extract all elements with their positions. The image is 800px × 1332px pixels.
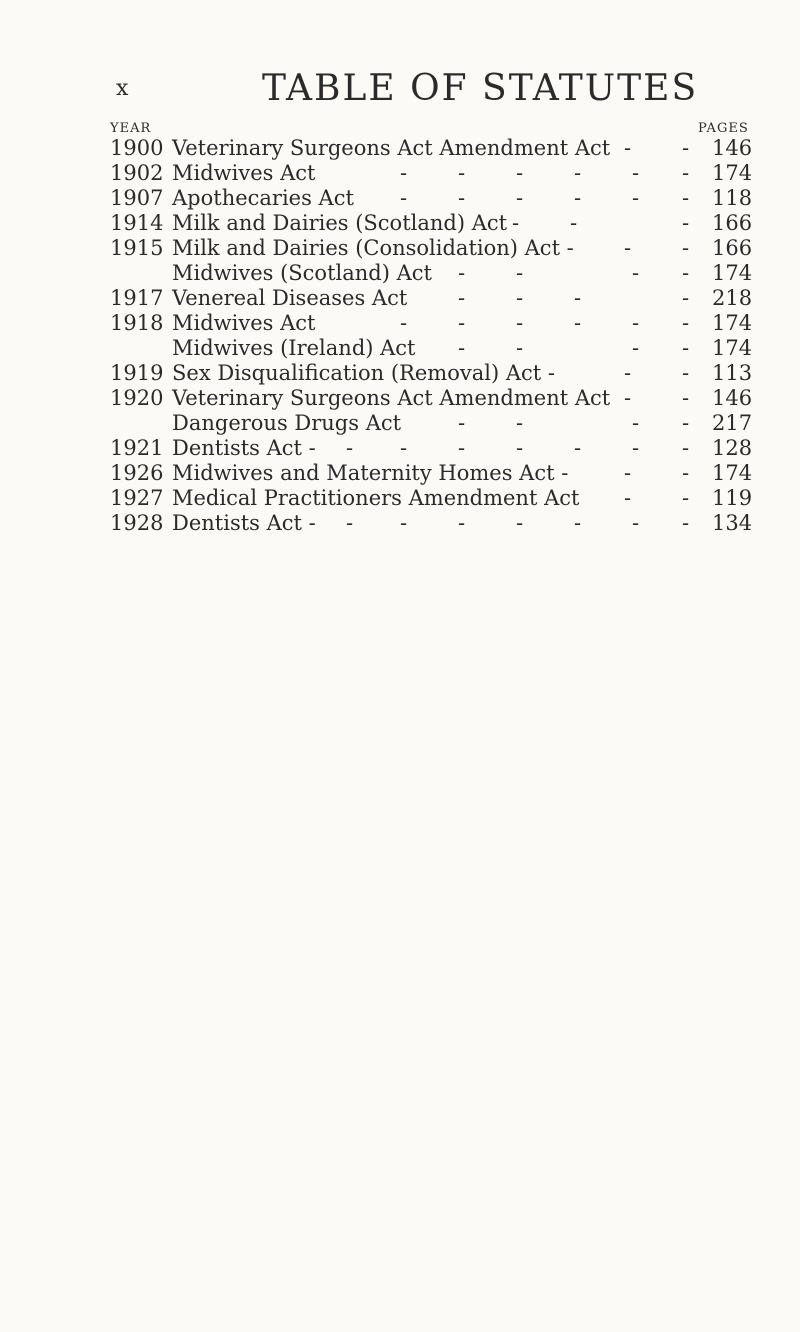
leader-dash: -	[624, 236, 632, 260]
leader-dash: -	[574, 286, 582, 310]
leader-dash: -	[458, 511, 466, 535]
statute-page: 134	[712, 511, 753, 535]
statute-row	[0, 386, 800, 411]
leader-dash: -	[682, 386, 690, 410]
statute-name: Milk and Dairies (Consolidation) Act -	[172, 236, 574, 260]
page-title: TABLE OF STATUTES	[262, 68, 699, 109]
statute-name: Midwives Act	[172, 311, 316, 335]
statute-row	[0, 311, 800, 336]
statute-row	[0, 236, 800, 261]
statute-page: 166	[712, 211, 753, 235]
statute-page: 146	[712, 136, 753, 160]
page-header	[0, 68, 800, 108]
statute-name: Midwives (Ireland) Act	[172, 336, 416, 360]
statute-name: Veterinary Surgeons Act Amendment Act	[172, 386, 611, 410]
statute-year: 1917	[110, 286, 164, 310]
leader-dash: -	[400, 311, 408, 335]
page-number: x	[116, 76, 130, 101]
leader-dash: -	[574, 186, 582, 210]
leader-dash: -	[516, 336, 524, 360]
statute-name: Dangerous Drugs Act	[172, 411, 402, 435]
leader-dash: -	[624, 386, 632, 410]
leader-dash: -	[574, 161, 582, 185]
statute-row	[0, 261, 800, 286]
statute-year: 1921	[110, 436, 164, 460]
leader-dash: -	[516, 411, 524, 435]
statute-page: 174	[712, 261, 753, 285]
statute-page: 174	[712, 461, 753, 485]
leader-dash: -	[458, 311, 466, 335]
leader-dash: -	[574, 311, 582, 335]
leader-dash: -	[682, 511, 690, 535]
leader-dash: -	[574, 436, 582, 460]
statute-name: Veterinary Surgeons Act Amendment Act	[172, 136, 611, 160]
leader-dash: -	[458, 336, 466, 360]
statute-row	[0, 286, 800, 311]
statute-name: Midwives Act	[172, 161, 316, 185]
leader-dash: -	[516, 511, 524, 535]
statutes-list	[0, 136, 800, 536]
leader-dash: -	[516, 186, 524, 210]
leader-dash: -	[682, 161, 690, 185]
leader-dash: -	[516, 261, 524, 285]
leader-dash: -	[458, 411, 466, 435]
leader-dash: -	[632, 261, 640, 285]
statute-year: 1900	[110, 136, 164, 160]
statute-year: 1926	[110, 461, 164, 485]
leader-dash: -	[400, 511, 408, 535]
leader-dash: -	[632, 511, 640, 535]
pages-column-header: PAGES	[698, 121, 749, 136]
leader-dash: -	[400, 436, 408, 460]
leader-dash: -	[682, 411, 690, 435]
statute-page: 118	[712, 186, 753, 210]
statute-page: 128	[712, 436, 753, 460]
leader-dash: -	[682, 436, 690, 460]
leader-dash: -	[682, 336, 690, 360]
statute-year: 1914	[110, 211, 164, 235]
statute-name: Milk and Dairies (Scotland) Act	[172, 211, 508, 235]
leader-dash: -	[682, 186, 690, 210]
leader-dash: -	[516, 161, 524, 185]
leader-dash: -	[632, 186, 640, 210]
statute-page: 174	[712, 161, 753, 185]
leader-dash: -	[682, 261, 690, 285]
statute-page: 166	[712, 236, 753, 260]
statute-year: 1918	[110, 311, 164, 335]
leader-dash: -	[346, 511, 354, 535]
leader-dash: -	[682, 236, 690, 260]
statute-row	[0, 336, 800, 361]
leader-dash: -	[682, 136, 690, 160]
statute-page: 119	[712, 486, 753, 510]
statute-row	[0, 411, 800, 436]
statute-name: Venereal Diseases Act	[172, 286, 408, 310]
statute-row	[0, 486, 800, 511]
leader-dash: -	[682, 361, 690, 385]
statute-row	[0, 186, 800, 211]
leader-dash: -	[574, 511, 582, 535]
leader-dash: -	[346, 436, 354, 460]
statute-year: 1915	[110, 236, 164, 260]
leader-dash: -	[632, 411, 640, 435]
leader-dash: -	[682, 461, 690, 485]
leader-dash: -	[624, 361, 632, 385]
leader-dash: -	[458, 161, 466, 185]
statute-row	[0, 511, 800, 536]
statute-row	[0, 436, 800, 461]
statute-row	[0, 211, 800, 236]
leader-dash: -	[400, 161, 408, 185]
leader-dash: -	[632, 336, 640, 360]
statute-row	[0, 361, 800, 386]
statute-name: Apothecaries Act	[172, 186, 354, 210]
leader-dash: -	[516, 286, 524, 310]
leader-dash: -	[632, 436, 640, 460]
statute-name: Medical Practitioners Amendment Act	[172, 486, 580, 510]
statute-year: 1907	[110, 186, 164, 210]
leader-dash: -	[682, 311, 690, 335]
leader-dash: -	[458, 261, 466, 285]
statute-name: Dentists Act -	[172, 511, 316, 535]
leader-dash: -	[512, 211, 520, 235]
statute-year: 1919	[110, 361, 164, 385]
leader-dash: -	[624, 486, 632, 510]
leader-dash: -	[458, 286, 466, 310]
statute-page: 146	[712, 386, 753, 410]
statute-row	[0, 161, 800, 186]
statute-page: 217	[712, 411, 753, 435]
statute-name: Dentists Act -	[172, 436, 316, 460]
statute-row	[0, 136, 800, 161]
statute-page: 218	[712, 286, 753, 310]
statute-page: 113	[712, 361, 753, 385]
leader-dash: -	[682, 211, 690, 235]
statute-year: 1902	[110, 161, 164, 185]
statute-name: Midwives (Scotland) Act	[172, 261, 432, 285]
statute-name: Midwives and Maternity Homes Act -	[172, 461, 569, 485]
statute-year: 1920	[110, 386, 164, 410]
leader-dash: -	[458, 436, 466, 460]
leader-dash: -	[682, 286, 690, 310]
leader-dash: -	[624, 461, 632, 485]
leader-dash: -	[458, 186, 466, 210]
statute-name: Sex Disqualification (Removal) Act -	[172, 361, 555, 385]
statute-page: 174	[712, 311, 753, 335]
leader-dash: -	[516, 311, 524, 335]
statute-year: 1927	[110, 486, 164, 510]
statute-page: 174	[712, 336, 753, 360]
leader-dash: -	[632, 161, 640, 185]
leader-dash: -	[682, 486, 690, 510]
leader-dash: -	[570, 211, 578, 235]
leader-dash: -	[400, 186, 408, 210]
leader-dash: -	[624, 136, 632, 160]
statute-row	[0, 461, 800, 486]
year-column-header: YEAR	[110, 121, 152, 136]
leader-dash: -	[632, 311, 640, 335]
leader-dash: -	[516, 436, 524, 460]
statute-year: 1928	[110, 511, 164, 535]
